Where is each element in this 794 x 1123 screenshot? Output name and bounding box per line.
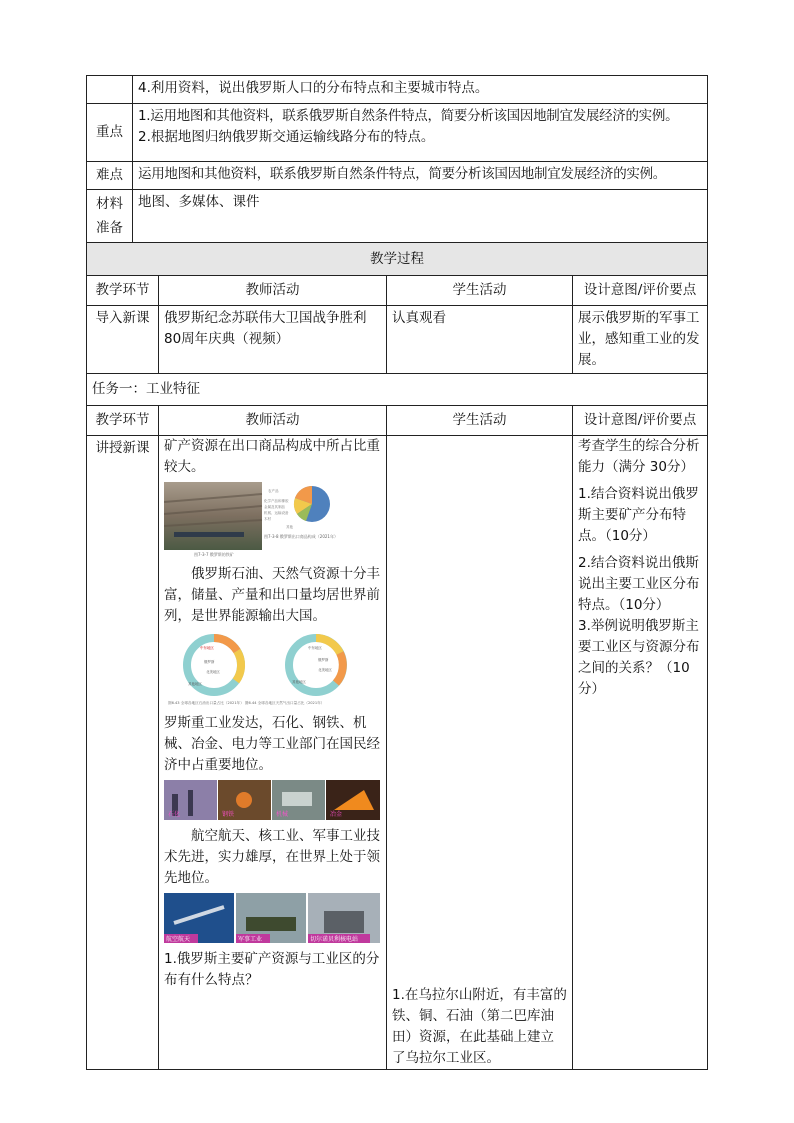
col-header-stage: 教学环节	[87, 276, 159, 306]
lecture-stage: 讲授新课	[87, 436, 159, 1070]
svg-text:俄罗斯: 俄罗斯	[318, 658, 329, 662]
lecture-intent	[573, 436, 708, 1070]
svg-text:其他: 其他	[286, 525, 293, 529]
intro-teacher: 俄罗斯纪念苏联伟大卫国战争胜利80周年庆典（视频）	[159, 306, 387, 374]
zhongdian-content	[133, 104, 708, 162]
fig1-caption-right: 图7-3-8 俄罗斯出口商品构成（2021年）	[264, 534, 338, 539]
svg-text:航空航天: 航空航天	[166, 936, 191, 943]
zhongdian-1: 1.运用地图和其他资料，联系俄罗斯自然条件特点，简要分析该国因地制宜发展经济的实例。	[138, 108, 679, 124]
student-answer-1: 1.在乌拉尔山附近，有丰富的铁、铜、石油（第二巴库油田）资源，在此基础上建立了乌拉尔工业区。	[392, 987, 567, 1066]
gas-donut	[289, 638, 343, 692]
cailiao-label-2: 准备	[96, 220, 123, 236]
col-header-teacher: 教师活动	[159, 276, 387, 306]
intent-head: 考查学生的综合分析能力（满分 30分）	[578, 438, 700, 475]
svg-text:机械、运输设备: 机械、运输设备	[264, 511, 289, 515]
svg-text:北美地区: 北美地区	[318, 668, 332, 672]
svg-text:钢铁: 钢铁	[222, 811, 235, 818]
svg-text:机械: 机械	[276, 811, 289, 818]
svg-text:金属及其制品: 金属及其制品	[264, 505, 285, 509]
zhongdian-label: 重点	[87, 104, 133, 162]
intent-item-3: 3.举例说明俄罗斯主要工业区与资源分布之间的关系？（10分）	[578, 618, 700, 697]
heavy-industry-photos	[164, 780, 380, 820]
svg-text:石化: 石化	[168, 811, 181, 818]
cailiao-label-1: 材料	[96, 196, 123, 212]
intro-stage: 导入新课	[87, 306, 159, 374]
export-pie	[294, 486, 330, 522]
intro-intent: 展示俄罗斯的军事工业，感知重工业的发展。	[573, 306, 708, 374]
svg-text:化学产品和橡胶: 化学产品和橡胶	[264, 499, 289, 503]
col-header-teacher-2: 教师活动	[159, 406, 387, 436]
svg-text:切尔诺贝利核电站: 切尔诺贝利核电站	[310, 936, 359, 943]
col-header-intent-2: 设计意图/评价要点	[573, 406, 708, 436]
svg-text:其他地区: 其他地区	[188, 682, 202, 686]
svg-text:俄罗斯: 俄罗斯	[204, 660, 215, 664]
col-header-student: 学生活动	[387, 276, 573, 306]
process-title: 教学过程	[87, 243, 708, 276]
svg-text:农产品: 农产品	[268, 489, 279, 493]
empty-cell	[87, 76, 133, 104]
fig2-captions: 图6.43 全球各地区石油出口量占比（2021年） 图6.44 全球各地区天然气出口量占比（2021年）	[168, 701, 325, 705]
lecture-student	[387, 436, 573, 1070]
svg-text:冶金: 冶金	[330, 811, 343, 818]
teacher-text-1: 矿产资源在出口商品构成中所占比重较大。	[164, 438, 380, 475]
svg-text:木材: 木材	[264, 517, 271, 521]
nandian-label: 难点	[87, 162, 133, 190]
col-header-student-2: 学生活动	[387, 406, 573, 436]
teacher-text-2: 俄罗斯石油、天然气资源十分丰富，储量、产量和出口量均居世界前列，是世界能源输出大国。	[164, 566, 380, 624]
svg-text:中东地区: 中东地区	[200, 646, 214, 650]
task1-title: 任务一：工业特征	[87, 374, 708, 406]
teacher-text-4: 航空航天、核工业、军事工业技术先进，实力雄厚，在世界上处于领先地位。	[164, 828, 380, 886]
objective-4: 4.利用资料，说出俄罗斯人口的分布特点和主要城市特点。	[133, 76, 708, 104]
svg-text:中东地区: 中东地区	[308, 646, 322, 650]
intent-item-2: 2.结合资料说出俄斯说出主要工业区分布特点。（10分）	[578, 555, 700, 613]
zhongdian-2: 2.根据地图归纳俄罗斯交通运输线路分布的特点。	[138, 129, 435, 145]
cailiao-label	[87, 190, 133, 243]
process-table	[86, 242, 708, 1070]
lecture-teacher	[159, 436, 387, 1070]
mine-export-figure	[164, 482, 378, 558]
col-header-stage-2: 教学环节	[87, 406, 159, 436]
teacher-text-3: 罗斯重工业发达，石化、钢铁、机械、冶金、电力等工业部门在国民经济中占重要地位。	[164, 715, 380, 773]
fig1-caption-left: 图7-3-7 俄罗斯的铁矿	[194, 552, 234, 557]
intent-item-1: 1.结合资料说出俄罗斯主要矿产分布特点。（10分）	[578, 486, 699, 544]
col-header-intent: 设计意图/评价要点	[573, 276, 708, 306]
oil-gas-donuts	[164, 631, 378, 707]
svg-text:矿产品: 矿产品	[334, 505, 345, 509]
cailiao-text: 地图、多媒体、课件	[133, 190, 708, 243]
svg-text:北美地区: 北美地区	[206, 670, 220, 674]
svg-text:军事工业: 军事工业	[238, 936, 263, 943]
oil-donut	[187, 638, 241, 692]
advanced-industry-photos	[164, 893, 380, 943]
mine-photo	[164, 482, 262, 550]
teacher-question-1: 1.俄罗斯主要矿产资源与工业区的分布有什么特点？	[164, 951, 380, 988]
svg-text:其他地区: 其他地区	[292, 680, 306, 684]
nandian-text: 运用地图和其他资料，联系俄罗斯自然条件特点，简要分析该国因地制宜发展经济的实例。	[133, 162, 708, 190]
intro-student: 认真观看	[387, 306, 573, 374]
top-table	[86, 75, 708, 243]
